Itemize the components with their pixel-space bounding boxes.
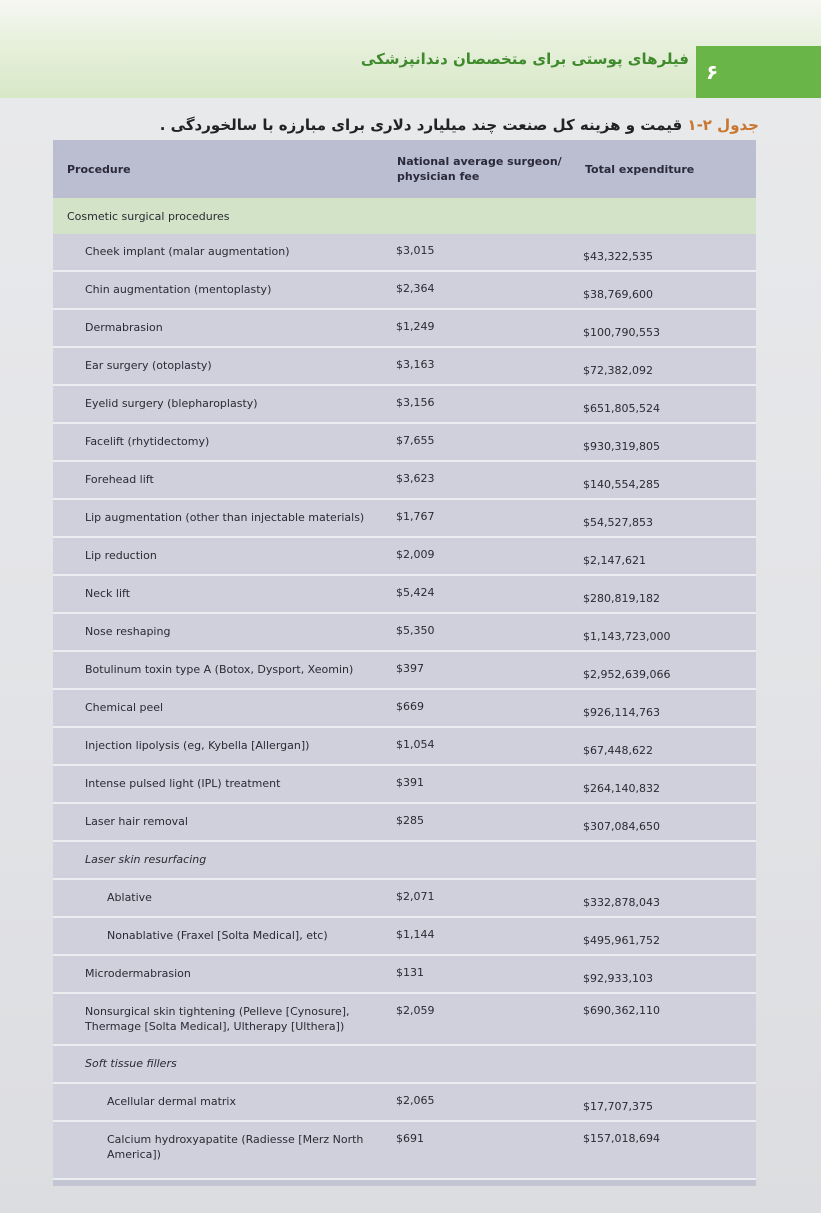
procedure-cell: Laser skin resurfacing	[85, 853, 207, 866]
table-row	[53, 462, 756, 500]
col-header-procedure: Procedure	[67, 162, 131, 176]
fee-cell: $1,054	[396, 738, 435, 751]
total-cell	[573, 1046, 756, 1082]
table-row	[53, 386, 756, 424]
fee-cell: $391	[396, 776, 424, 789]
total-cell: $157,018,694	[583, 1132, 660, 1145]
fee-cell: $131	[396, 966, 424, 979]
fee-cell: $5,350	[396, 624, 435, 637]
total-cell: $2,147,621	[583, 554, 646, 567]
procedure-cell: Lip reduction	[85, 549, 157, 562]
table-row	[53, 842, 756, 880]
table-caption	[160, 116, 759, 134]
procedure-cell: Facelift (rhytidectomy)	[85, 435, 210, 448]
table-caption-label: جدول ۲-۱	[687, 116, 759, 134]
procedure-cell: Soft tissue fillers	[85, 1057, 177, 1070]
procedure-cell: Lip augmentation (other than injectable materials)	[85, 511, 365, 524]
col-header-fee: National average surgeon/ physician fee	[397, 155, 562, 183]
section-row: Cosmetic surgical procedures	[53, 198, 756, 234]
procedure-cell: Botulinum toxin type A (Botox, Dysport, Xeomin)	[85, 663, 354, 676]
table-row	[53, 1084, 756, 1122]
procedure-cell: Injection lipolysis (eg, Kybella [Allergan])	[85, 739, 310, 752]
fee-cell: $285	[396, 814, 424, 827]
fee-cell: $5,424	[396, 586, 435, 599]
procedure-cell: Laser hair removal	[85, 815, 188, 828]
procedure-cell: Acellular dermal matrix	[107, 1095, 236, 1108]
table-row	[53, 272, 756, 310]
fee-cell: $3,156	[396, 396, 435, 409]
table-row	[53, 766, 756, 804]
fee-cell: $2,071	[396, 890, 435, 903]
fee-cell: $397	[396, 662, 424, 675]
procedure-cell: Cheek implant (malar augmentation)	[85, 245, 290, 258]
table-row	[53, 804, 756, 842]
running-title: فیلرهای پوستی برای متخصصان دندانپزشکی	[360, 50, 689, 68]
procedure-cell: Calcium hydroxyapatite (Radiesse [Merz North America])	[107, 1133, 364, 1161]
fee-cell: $2,059	[396, 1004, 435, 1017]
total-cell: $2,952,639,066	[583, 668, 671, 681]
procedure-cell: Intense pulsed light (IPL) treatment	[85, 777, 281, 790]
table-body	[53, 234, 756, 1180]
table-row	[53, 652, 756, 690]
fee-cell: $3,623	[396, 472, 435, 485]
col-header-total: Total expenditure	[585, 162, 695, 176]
table-row	[53, 348, 756, 386]
total-cell: $280,819,182	[583, 592, 660, 605]
table-row	[53, 690, 756, 728]
fee-cell: $669	[396, 700, 424, 713]
table-row	[53, 424, 756, 462]
fee-cell	[385, 1046, 573, 1082]
fee-cell	[385, 842, 573, 878]
total-cell	[573, 842, 756, 878]
fee-cell: $3,015	[396, 244, 435, 257]
table-row	[53, 538, 756, 576]
fee-cell: $2,065	[396, 1094, 435, 1107]
page-number: ۶	[696, 46, 821, 98]
procedure-cell: Microdermabrasion	[85, 967, 191, 980]
procedure-cell: Nose reshaping	[85, 625, 171, 638]
table-row	[53, 1122, 756, 1180]
total-cell: $67,448,622	[583, 744, 653, 757]
procedure-cell: Ablative	[107, 891, 152, 904]
total-cell: $651,805,524	[583, 402, 660, 415]
table-row	[53, 234, 756, 272]
total-cell: $926,114,763	[583, 706, 660, 719]
procedure-cell: Nonablative (Fraxel [Solta Medical], etc)	[107, 929, 328, 942]
table-header	[53, 140, 756, 198]
total-cell: $17,707,375	[583, 1100, 653, 1113]
procedure-cell: Nonsurgical skin tightening (Pelleve [Cynosure], Thermage [Solta Medical], Ultherapy [Ulthera])	[85, 1005, 350, 1033]
total-cell: $72,382,092	[583, 364, 653, 377]
table-row	[53, 956, 756, 994]
procedure-cell: Chemical peel	[85, 701, 164, 714]
procedure-cell: Eyelid surgery (blepharoplasty)	[85, 397, 258, 410]
fee-cell: $1,144	[396, 928, 435, 941]
fee-cell: $691	[396, 1132, 424, 1145]
table-row	[53, 1046, 756, 1084]
total-cell: $495,961,752	[583, 934, 660, 947]
total-cell: $690,362,110	[583, 1004, 660, 1017]
procedure-cell: Ear surgery (otoplasty)	[85, 359, 212, 372]
total-cell: $930,319,805	[583, 440, 660, 453]
cost-table	[53, 140, 756, 1186]
table-row	[53, 728, 756, 766]
table-caption-text: قیمت و هزینه کل صنعت چند میلیارد دلاری برای مبارزه با سالخوردگی .	[159, 116, 683, 134]
table-row	[53, 918, 756, 956]
table-row	[53, 576, 756, 614]
total-cell: $38,769,600	[583, 288, 653, 301]
total-cell: $43,322,535	[583, 250, 653, 263]
fee-cell: $2,364	[396, 282, 435, 295]
total-cell: $307,084,650	[583, 820, 660, 833]
fee-cell: $3,163	[396, 358, 435, 371]
fee-cell: $7,655	[396, 434, 435, 447]
table-row	[53, 994, 756, 1046]
fee-cell: $1,249	[396, 320, 435, 333]
total-cell: $332,878,043	[583, 896, 660, 909]
total-cell: $264,140,832	[583, 782, 660, 795]
total-cell: $54,527,853	[583, 516, 653, 529]
table-row	[53, 500, 756, 538]
total-cell: $92,933,103	[583, 972, 653, 985]
total-cell: $1,143,723,000	[583, 630, 671, 643]
procedure-cell: Chin augmentation (mentoplasty)	[85, 283, 272, 296]
total-cell: $100,790,553	[583, 326, 660, 339]
table-row	[53, 310, 756, 348]
fee-cell: $2,009	[396, 548, 435, 561]
procedure-cell: Dermabrasion	[85, 321, 163, 334]
total-cell: $140,554,285	[583, 478, 660, 491]
procedure-cell: Neck lift	[85, 587, 131, 600]
fee-cell: $1,767	[396, 510, 435, 523]
table-row	[53, 614, 756, 652]
procedure-cell: Forehead lift	[85, 473, 154, 486]
table-row	[53, 880, 756, 918]
table-bottom-rule	[53, 1180, 756, 1186]
